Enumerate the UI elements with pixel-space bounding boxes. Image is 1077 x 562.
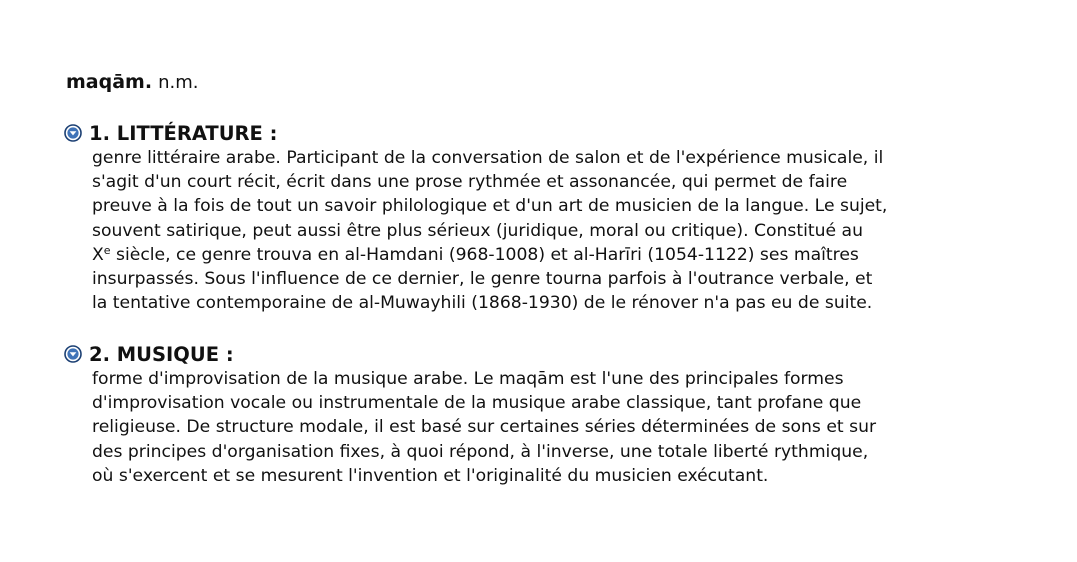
section-title-musique — [64, 341, 1024, 367]
expand-toggle-icon[interactable] — [64, 345, 82, 363]
body-line: religieuse. De structure modale, il est basé sur certaines séries déterminées de sons et sur — [92, 417, 877, 438]
body-line-rest: siècle, ce genre trouva en al-Hamdani (968-1008) et al-Harīri (1054-1122) ses maîtres — [110, 244, 859, 265]
century-suffix: e — [103, 243, 111, 257]
section-title-litterature — [64, 120, 1024, 146]
section-body-litterature — [92, 146, 1024, 315]
section-musique — [64, 341, 1024, 488]
body-line: d'improvisation vocale ou instrumentale de la musique arabe classique, tant profane que — [92, 393, 862, 414]
body-line: forme d'improvisation de la musique arabe. Le maqām est l'une des principales formes — [92, 369, 844, 389]
section-title-text: 2. MUSIQUE : — [89, 342, 234, 366]
part-of-speech: n.m. — [158, 72, 199, 93]
body-line: insurpassés. Sous l'influence de ce dernier, le genre tourna parfois à l'outrance verbale, et — [92, 269, 873, 290]
entry-header — [66, 71, 199, 93]
body-line: où s'exercent et se mesurent l'invention et l'originalité du musicien exécutant. — [92, 465, 769, 486]
section-title-text: 1. LITTÉRATURE : — [89, 121, 278, 145]
body-line: s'agit d'un court récit, écrit dans une prose rythmée et assonancée, qui permet de faire — [92, 172, 848, 193]
body-line: des principes d'organisation fixes, à quoi répond, à l'inverse, une totale liberté rythmique, — [92, 441, 869, 462]
headword: maqām. — [66, 71, 153, 93]
expand-toggle-icon[interactable] — [64, 124, 82, 142]
body-line: souvent satirique, peut aussi être plus sérieux (juridique, moral ou critique). Constitué au — [92, 220, 863, 241]
body-line — [92, 243, 1024, 267]
section-body-musique — [92, 367, 1024, 488]
section-litterature — [64, 120, 1024, 315]
century-numeral: X — [92, 244, 104, 265]
body-line: la tentative contemporaine de al-Muwayhili (1868-1930) de le rénover n'a pas eu de suite. — [92, 293, 873, 314]
body-line: genre littéraire arabe. Participant de la conversation de salon et de l'expérience musicale, il — [92, 148, 884, 168]
body-line: preuve à la fois de tout un savoir philologique et d'un art de musicien de la langue. Le sujet, — [92, 196, 888, 217]
